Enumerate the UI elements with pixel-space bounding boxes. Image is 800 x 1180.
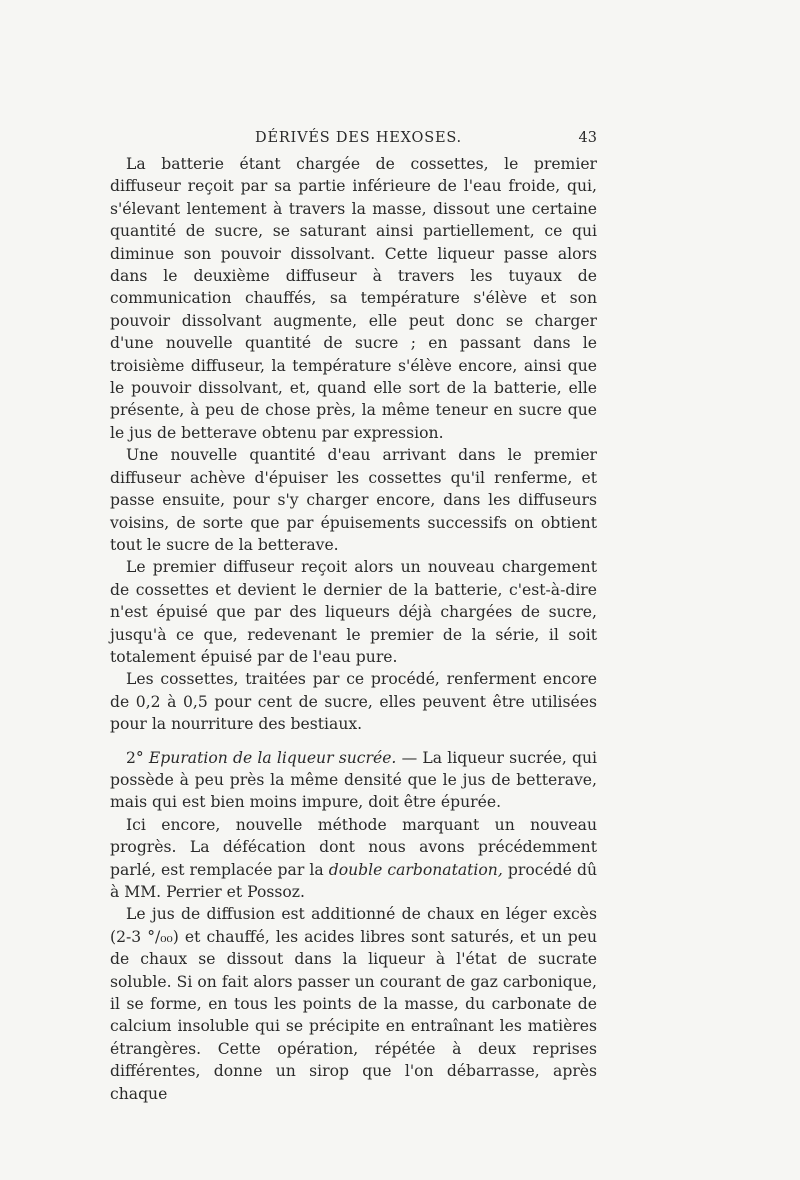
section-heading: Epuration de la liqueur sucrée. — [148, 748, 397, 767]
paragraph-batterie: La batterie étant chargée de cossettes, le premier diffuseur reçoit par sa partie inférieure de l'eau froide, qui, s'élevant lentement à travers la masse, dissout une certaine quantité de sucre, se saturant ainsi partiellement, ce qui diminue son pouvoir dissolvant. Cette liqueur passe alors dans le deuxième diffuseur à travers les tuyaux de communication chauffés, sa température s'élève et son pouvoir dissolvant augmente, elle peut donc se charger d'une nouvelle quantité de sucre ; en passant dans le troisième diffuseur, la température s'élève encore, ainsi que le pouvoir dissolvant, et, quand elle sort de la batterie, elle présente, à peu de chose près, la même teneur en sucre que le jus de betterave obtenu par expression. — [110, 155, 597, 442]
paragraph-jus-diffusion: Le jus de diffusion est additionné de chaux en léger excès (2-3 °/₀₀) et chauffé, les acides libres sont saturés, et un peu de chaux se dissout dans la liqueur à l'état de sucrate soluble. Si on fait alors passer un courant de gaz carbonique, il se forme, en tous les points de la masse, du carbonate de calcium insoluble qui se précipite en entraînant les matières étrangères. Cette opération, répétée à deux reprises différentes, donne un sirop que l'on débarrasse, après chaque — [110, 905, 597, 1103]
page-number: 43 — [578, 130, 597, 146]
double-carbonatation-term: double carbonatation, — [328, 860, 503, 879]
section-epuration — [110, 747, 597, 814]
running-header — [120, 130, 597, 152]
body-text — [110, 153, 597, 1105]
running-title: DÉRIVÉS DES HEXOSES. — [255, 130, 462, 146]
paragraph-cossettes: Les cossettes, traitées par ce procédé, renferment encore de 0,2 à 0,5 pour cent de sucre, elles peuvent être utilisées pour la nourriture des bestiaux. — [110, 670, 597, 734]
paragraph-ici-after: procédé dû à MM. Perrier et Possoz. — [110, 860, 597, 901]
paragraph-double-carbonatation — [110, 814, 597, 904]
section-text: — La liqueur sucrée, qui possède à peu près la même densité que le jus de betterave, mais qui est bien moins impure, doit être épurée. — [110, 748, 597, 812]
section-number: 2° — [126, 748, 144, 767]
paragraph-nouvelle-quantite: Une nouvelle quantité d'eau arrivant dans le premier diffuseur achève d'épuiser les cossettes qu'il renferme, et passe ensuite, pour s'y charger encore, dans les diffuseurs voisins, de sorte que par épuisements successifs on obtient tout le sucre de la betterave. — [110, 446, 597, 554]
paragraph-premier-diffuseur: Le premier diffuseur reçoit alors un nouveau chargement de cossettes et devient le dernier de la batterie, c'est-à-dire n'est épuisé que par des liqueurs déjà chargées de sucre, jusqu'à ce que, redevenant le premier de la série, il soit totalement épuisé par de l'eau pure. — [110, 558, 597, 666]
paragraph-ici-before: Ici encore, nouvelle méthode marquant un nouveau progrès. La défécation dont nous avons précédemment parlé, est remplacée par la — [110, 815, 597, 879]
